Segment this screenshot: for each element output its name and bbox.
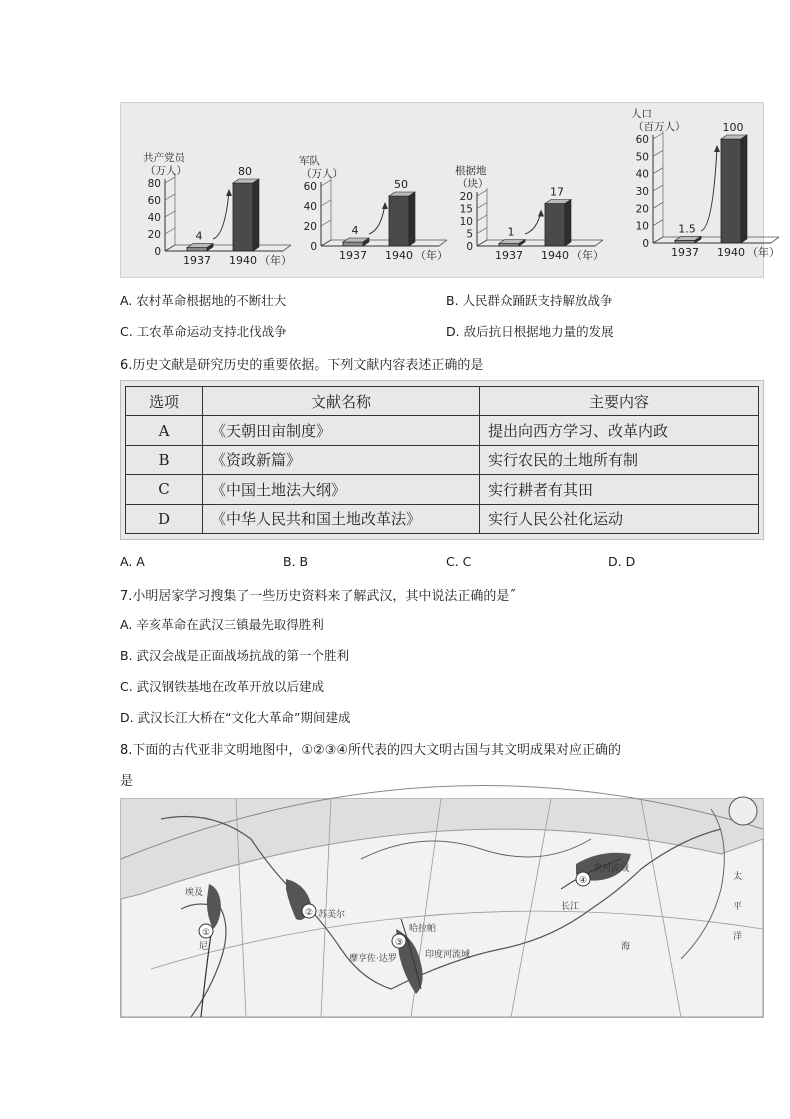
x-tick-label: 1937 [671,246,699,259]
y-tick-line [653,150,663,156]
table-row [126,445,759,474]
label-sea: 海 [621,942,631,952]
bar [389,196,409,246]
bar [721,139,741,243]
y-tick-label: 0 [642,238,649,250]
svg-text:②: ② [304,908,314,918]
table-row [126,475,759,504]
ancient-civilizations-map [120,798,764,1018]
y-tick-label: 5 [466,228,473,241]
table-cell: 《中华人民共和国土地改革法》 [203,504,480,533]
label-mohenjo: 摩亨佐·达罗 [349,954,397,964]
table-cell: A [126,416,203,445]
y-tick-line [477,190,487,196]
label-pacific-3: 洋 [733,932,743,942]
x-unit-label: （年） [571,249,604,262]
label-yellow-river: 黄河流域 [593,864,630,874]
x-axis-end [595,240,603,246]
bar-side [565,200,571,247]
table-cell: 《资政新篇》 [203,445,480,474]
label-harappa: 哈拉帕 [409,924,437,934]
q6-stem: 6.历史文献是研究历史的重要依据。下列文献内容表述正确的是 [120,358,484,373]
x-axis-end [771,237,779,243]
table-cell: 实行农民的土地所有制 [480,445,759,474]
label-pacific-2: 平 [733,902,743,912]
y-tick-label: 0 [154,246,161,258]
y-tick-label: 20 [459,191,473,203]
y-tick-line [321,240,331,246]
q5-option-d[interactable]: D. 敌后抗日根据地力量的发展 [446,324,614,339]
map-svg [121,799,763,1017]
label-nile: 尼 [199,942,209,952]
q8-stem-cont: 是 [120,774,134,789]
q8-stem: 8.下面的古代亚非文明地图中，①②③④所代表的四大文明古国与其文明成果对应正确的 [120,743,622,758]
y-tick-label: 80 [147,178,161,190]
table-cell: 实行人民公社化运动 [480,504,759,533]
y-tick-label: 60 [303,181,317,193]
marker-1 [199,924,213,938]
x-tick-label: 1940 [229,254,257,267]
label-indus: 印度河流域 [425,950,471,960]
y-tick-line [477,203,487,209]
q5-option-b[interactable]: B. 人民群众踊跃支持解放战争 [446,293,613,308]
x-tick-label: 1937 [495,249,523,262]
q7-option-b[interactable]: B. 武汉会战是正面战场抗战的第一个胜利 [120,648,350,663]
y-tick-label: 30 [635,186,649,198]
y-tick-label: 20 [147,229,161,241]
q7-option-c[interactable]: C. 武汉钢铁基地在改革开放以后建成 [120,679,325,694]
data-label: 100 [722,121,744,134]
q6-option-a[interactable]: A. A [120,554,145,569]
data-label: 80 [238,165,252,178]
data-label: 50 [394,178,408,191]
y-tick-line [653,168,663,174]
y-tick-label: 60 [147,195,161,207]
bar [545,204,565,247]
x-tick-label: 1940 [717,246,745,259]
arrow-head [714,145,720,152]
svg-text:①: ① [201,928,211,938]
y-tick-line [321,200,331,206]
y-tick-label: 0 [466,241,473,253]
table-header-document: 文献名称 [203,387,480,416]
y-tick-label: 20 [303,221,317,233]
bar [187,248,207,251]
x-unit-label: （年） [415,249,448,262]
chart-title: 共产党员 [143,152,185,164]
label-pacific-1: 太 [733,872,743,882]
marker-2 [302,904,316,918]
globe-inset [729,797,757,825]
y-tick-label: 50 [635,151,649,164]
q7-option-a[interactable]: A. 辛亥革命在武汉三镇最先取得胜利 [120,617,324,632]
x-tick-label: 1937 [183,254,211,267]
q6-document-table [120,380,764,540]
table-header-content: 主要内容 [480,387,759,416]
label-changjiang: 长江 [561,902,580,912]
y-tick-line [165,177,175,183]
marker-3 [392,934,406,948]
y-tick-label: 60 [635,134,649,146]
x-tick-label: 1940 [385,249,413,262]
bar-side [741,135,747,243]
growth-arrow [213,191,229,239]
y-tick-label: 10 [459,216,473,228]
growth-arrow [701,147,717,231]
q6-option-d[interactable]: D. D [608,554,636,569]
table-header-option: 选项 [126,387,203,416]
x-tick-label: 1940 [541,249,569,262]
y-tick-line [165,228,175,234]
label-sumer: 苏美尔 [318,910,346,920]
q5-chart-panel [120,102,780,278]
table-cell: 《中国土地法大纲》 [203,475,480,504]
bar [343,242,363,246]
q7-option-d[interactable]: D. 武汉长江大桥在“文化大革命”期间建成 [120,710,351,725]
chart-title: 人口 [631,108,652,120]
y-tick-line [321,220,331,226]
arrow-head [382,202,388,209]
q6-option-c[interactable]: C. C [446,554,472,569]
table-cell: 《天朝田亩制度》 [203,416,480,445]
q5-option-c[interactable]: C. 工农革命运动支持北伐战争 [120,324,287,339]
y-tick-line [477,215,487,221]
y-tick-line [477,228,487,234]
table-row [126,504,759,533]
y-tick-label: 40 [147,212,161,224]
q7-stem: 7.小明居家学习搜集了一些历史资料来了解武汉，其中说法正确的是˝ [120,589,516,604]
y-tick-line [165,194,175,200]
y-tick-line [653,220,663,226]
y-tick-line [653,133,663,139]
y-tick-line [477,240,487,246]
table-row [126,416,759,445]
chart-unit: （块） [457,178,489,190]
chart-title: 军队 [299,155,320,167]
svg-text:④: ④ [578,876,588,886]
q5-charts [121,103,780,277]
y-tick-label: 10 [635,220,649,233]
bar [675,240,695,243]
q5-option-a[interactable]: A. 农村革命根据地的不断壮大 [120,293,287,308]
table-cell: 实行耕者有其田 [480,475,759,504]
bar [233,183,253,251]
y-tick-label: 20 [635,203,649,216]
y-tick-label: 0 [310,241,317,253]
q6-option-b[interactable]: B. B [283,554,309,569]
x-unit-label: （年） [259,254,292,267]
table-cell: B [126,445,203,474]
y-tick-line [165,211,175,217]
chart-unit: （百万人） [633,121,686,133]
x-unit-label: （年） [747,246,780,259]
y-tick-line [165,245,175,251]
svg-text:③: ③ [394,938,404,948]
y-tick-label: 40 [635,168,649,181]
arrow-head [538,210,544,217]
x-axis-end [439,240,447,246]
y-tick-label: 40 [303,201,317,213]
x-tick-label: 1937 [339,249,367,262]
arrow-head [226,189,232,196]
bar-side [253,179,259,251]
table-cell: 提出向西方学习、改革内政 [480,416,759,445]
data-label: 1 [507,225,515,239]
data-label: 4 [195,229,203,243]
table-cell: D [126,504,203,533]
marker-4 [576,872,590,886]
y-tick-line [321,180,331,186]
table-cell: C [126,475,203,504]
data-label: 17 [550,185,564,199]
y-tick-line [653,185,663,191]
y-tick-label: 15 [459,203,473,216]
bar [499,244,519,247]
data-label: 1.5 [678,222,696,236]
x-axis-end [283,245,291,251]
data-label: 4 [351,224,359,237]
label-egypt: 埃及 [185,888,204,898]
y-tick-line [653,202,663,208]
chart-title: 根据地 [455,165,487,177]
bar-side [409,192,415,246]
chart-unit: （万人） [301,168,343,180]
y-tick-line [653,237,663,243]
chart-unit: （万人） [145,165,187,177]
growth-arrow [525,212,541,235]
